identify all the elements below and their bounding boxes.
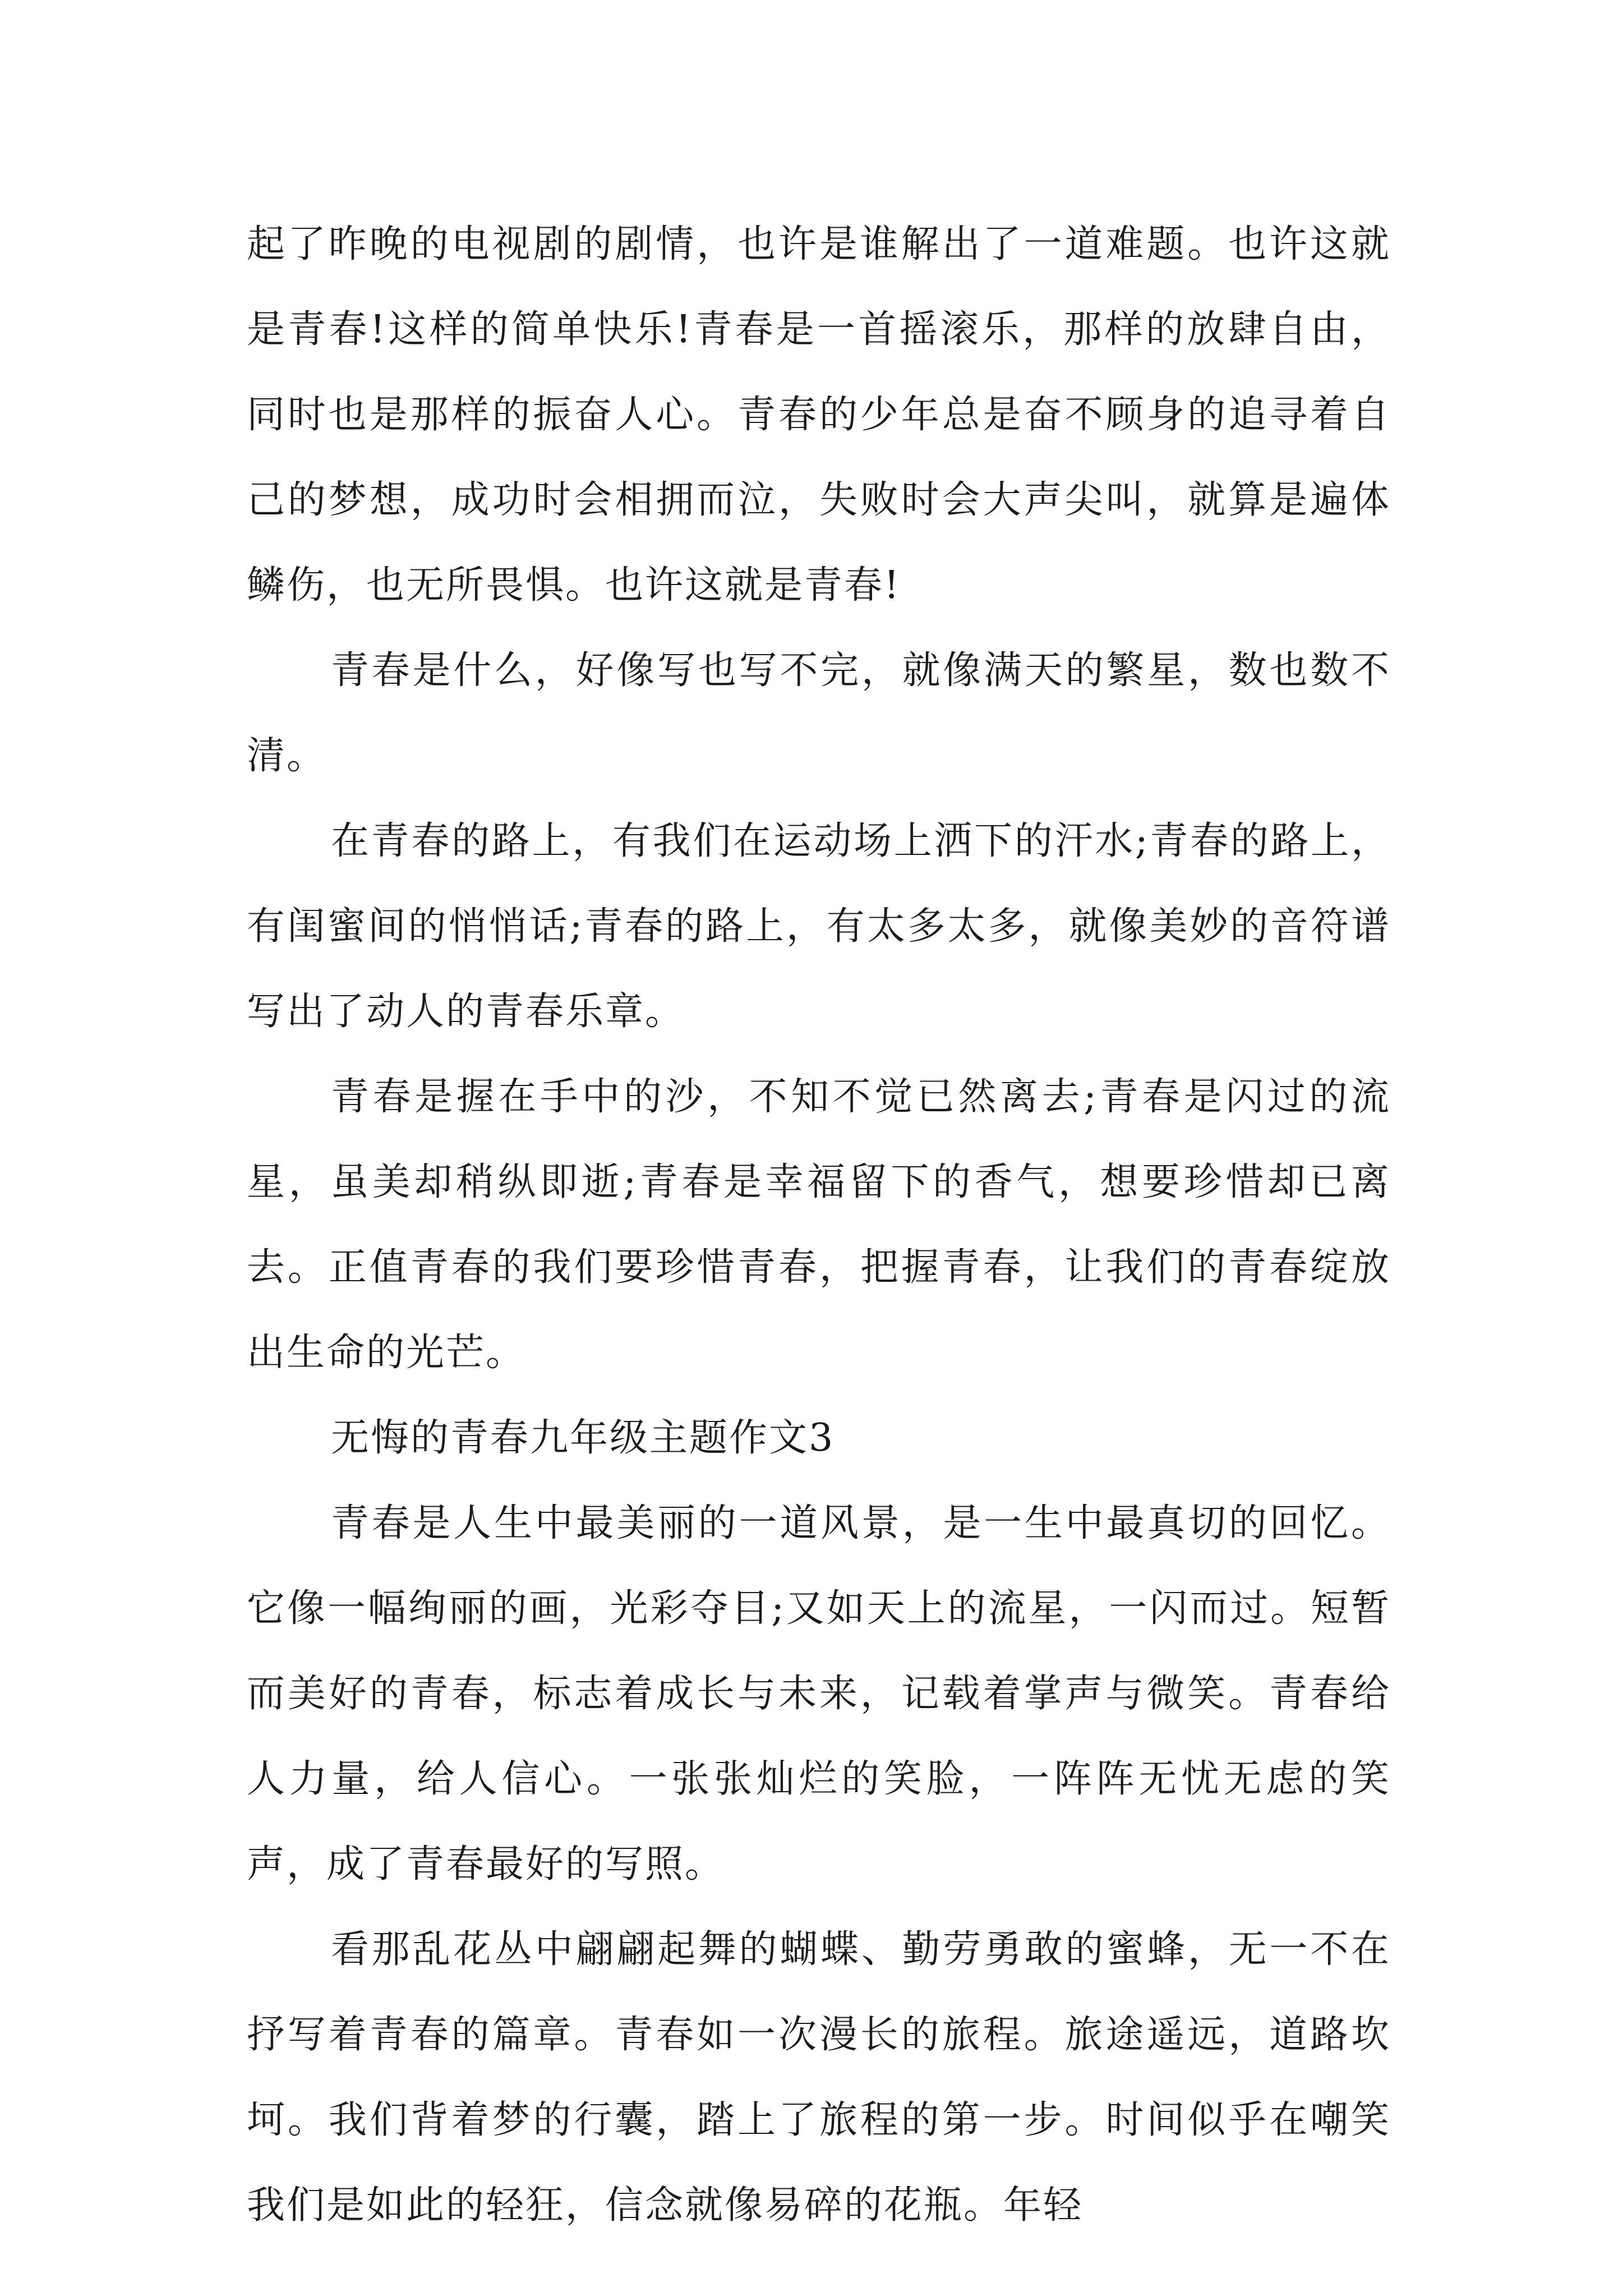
paragraph-1: 起了昨晚的电视剧的剧情，也许是谁解出了一道难题。也许这就是青春!这样的简单快乐!青春是一首摇滚乐，那样的放肆自由，同时也是那样的振奋人心。青春的少年总是奋不顾身的追寻着自己的梦想，成功时会相拥而泣，失败时会大声尖叫，就算是遍体鳞伤，也无所畏惧。也许这就是青春! [247,222,1391,608]
paragraph-3: 在青春的路上，有我们在运动场上洒下的汗水;青春的路上，有闺蜜间的悄悄话;青春的路上，有太多太多，就像美妙的音符谱写出了动人的青春乐章。 [247,819,1391,1034]
paragraph-6: 看那乱花丛中翩翩起舞的蝴蝶、勤劳勇敢的蜜蜂，无一不在抒写着青春的篇章。青春如一次漫长的旅程。旅途遥远，道路坎坷。我们背着梦的行囊，踏上了旅程的第一步。时间似乎在嘲笑我们是如此的轻狂，信念就像易碎的花瓶。年轻 [247,1927,1391,2228]
paragraph-4: 青春是握在手中的沙，不知不觉已然离去;青春是闪过的流星，虽美却稍纵即逝;青春是幸福留下的香气，想要珍惜却已离去。正值青春的我们要珍惜青春，把握青春，让我们的青春绽放出生命的光芒。 [247,1075,1391,1375]
paragraph-2: 青春是什么，好像写也写不完，就像满天的繁星，数也数不清。 [247,648,1391,778]
document-body [247,202,1391,2248]
section-heading: 无悔的青春九年级主题作文3 [331,1416,835,1460]
paragraph-5: 青春是人生中最美丽的一道风景，是一生中最真切的回忆。它像一幅绚丽的画，光彩夺目;又如天上的流星，一闪而过。短暂而美好的青春，标志着成长与未来，记载着掌声与微笑。青春给人力量，给人信心。一张张灿烂的笑脸，一阵阵无忧无虑的笑声，成了青春最好的写照。 [247,1501,1391,1887]
